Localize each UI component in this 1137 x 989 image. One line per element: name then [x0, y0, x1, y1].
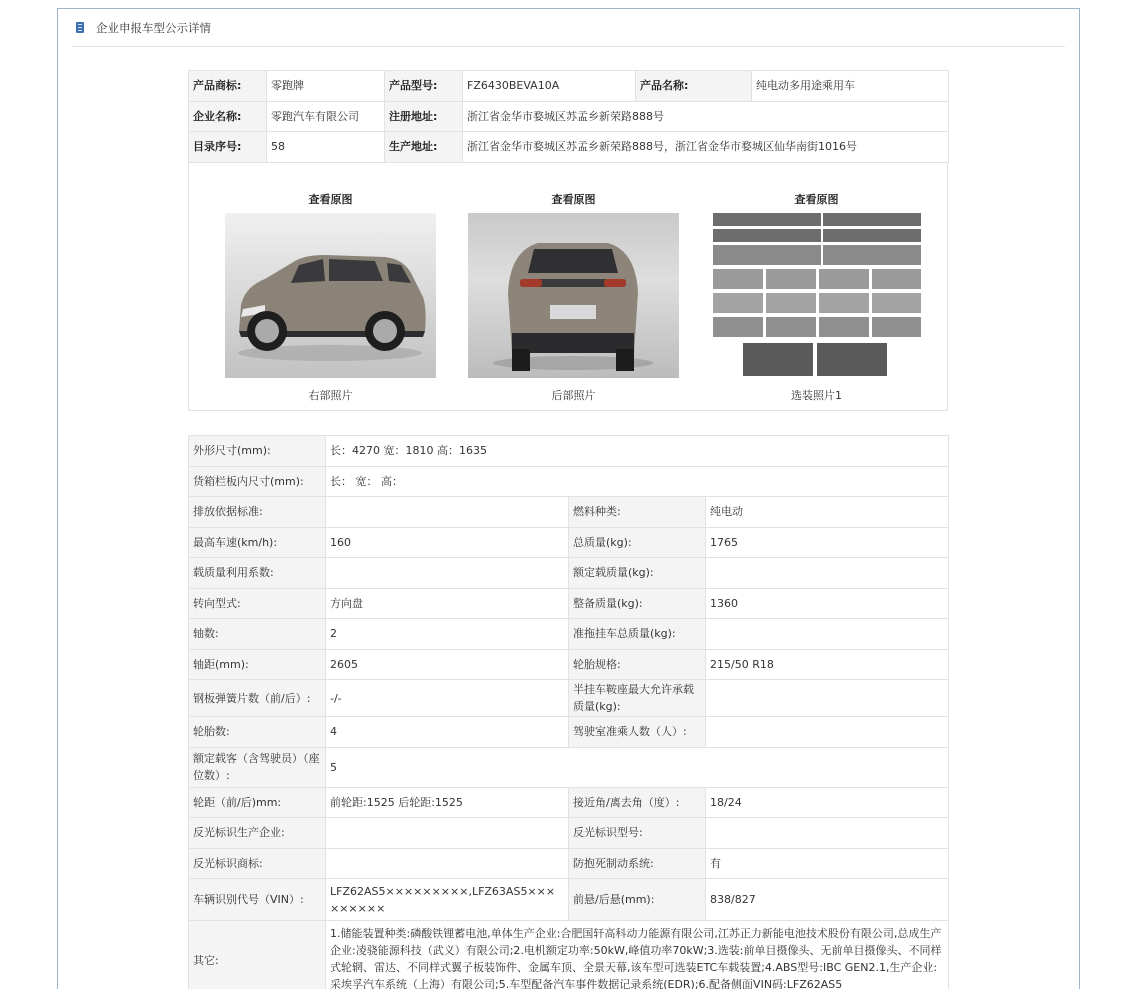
- name-value: 纯电动多用途乘用车: [752, 71, 949, 102]
- total-mass-value: 1765: [706, 527, 949, 558]
- emission-value: [326, 497, 569, 528]
- photo-caption: 右部照片: [308, 389, 353, 402]
- abs-value: 有: [706, 848, 949, 879]
- cab-seats-label: 驾驶室准乘人数（人）:: [569, 717, 706, 748]
- overhang-label: 前悬/后悬(mm):: [569, 879, 706, 921]
- prod-addr-value: 浙江省金华市婺城区苏孟乡新荣路888号，浙江省金华市婺城区仙华南街1016号: [463, 132, 949, 163]
- tires-count-value: 4: [326, 717, 569, 748]
- dimension-value: 长：4270 宽：1810 高：1635: [326, 436, 949, 467]
- photo-rear: [468, 162, 679, 403]
- book-icon: [76, 22, 84, 33]
- seats-label: 额定载客（含驾驶员）（座位数）:: [189, 747, 326, 787]
- spring-label: 钢板弹簧片数（前/后）:: [189, 680, 326, 717]
- reflector-brand-value: [326, 848, 569, 879]
- company-label: 企业名称:: [189, 101, 267, 132]
- table-row: [189, 747, 949, 787]
- vin-value: LFZ62AS5×××××××××,LFZ63AS5×××××××××: [326, 879, 569, 921]
- steer-label: 转向型式:: [189, 588, 326, 619]
- view-original-link[interactable]: 查看原图: [551, 193, 596, 206]
- tire-spec-label: 轮胎规格:: [569, 649, 706, 680]
- emission-label: 排放依据标准:: [189, 497, 326, 528]
- table-row: [189, 921, 949, 989]
- table-row: [189, 466, 949, 497]
- overhang-value: 838/827: [706, 879, 949, 921]
- curb-mass-label: 整备质量(kg):: [569, 588, 706, 619]
- wheelbase-label: 轴距(mm):: [189, 649, 326, 680]
- panel-title: 企业申报车型公示详情: [96, 20, 211, 35]
- view-original-link[interactable]: 查看原图: [308, 193, 353, 206]
- table-row: [189, 649, 949, 680]
- seats-value: 5: [326, 747, 949, 787]
- prod-addr-label: 生产地址:: [385, 132, 463, 163]
- table-row: [189, 879, 949, 921]
- cab-seats-value: [706, 717, 949, 748]
- panel-header: [72, 9, 1065, 47]
- table-row: [189, 101, 949, 132]
- table-row: [189, 818, 949, 849]
- tire-spec-value: 215/50 R18: [706, 649, 949, 680]
- spec-table: [188, 435, 949, 989]
- vin-label: 车辆识别代号（VIN）:: [189, 879, 326, 921]
- view-original-link[interactable]: 查看原图: [794, 193, 839, 206]
- speed-value: 160: [326, 527, 569, 558]
- tires-count-label: 轮胎数:: [189, 717, 326, 748]
- table-row: [189, 558, 949, 589]
- rated-load-value: [706, 558, 949, 589]
- brand-value: 零跑牌: [267, 71, 385, 102]
- table-row: [189, 132, 949, 163]
- photo-gallery: [188, 162, 948, 411]
- model-label: 产品型号:: [385, 71, 463, 102]
- track-label: 轮距（前/后)mm:: [189, 787, 326, 818]
- cargo-label: 货箱栏板内尺寸(mm):: [189, 466, 326, 497]
- table-row: [189, 787, 949, 818]
- axles-value: 2: [326, 619, 569, 650]
- saddle-value: [706, 680, 949, 717]
- reflector-model-value: [706, 818, 949, 849]
- angle-label: 接近角/离去角（度）:: [569, 787, 706, 818]
- model-value: FZ6430BEVA10A: [463, 71, 636, 102]
- abs-label: 防抱死制动系统:: [569, 848, 706, 879]
- basic-info-table: [188, 70, 949, 163]
- reflector-maker-label: 反光标识生产企业:: [189, 818, 326, 849]
- spring-value: -/-: [326, 680, 569, 717]
- trailer-mass-label: 准拖挂车总质量(kg):: [569, 619, 706, 650]
- wheelbase-value: 2605: [326, 649, 569, 680]
- steer-value: 方向盘: [326, 588, 569, 619]
- cargo-value: 长： 宽： 高：: [326, 466, 949, 497]
- table-row: [189, 588, 949, 619]
- photo-caption: 后部照片: [551, 389, 596, 402]
- other-label: 其它:: [189, 921, 326, 989]
- catalog-label: 目录序号:: [189, 132, 267, 163]
- company-value: 零跑汽车有限公司: [267, 101, 385, 132]
- name-label: 产品名称:: [636, 71, 752, 102]
- car-rear-photo[interactable]: [468, 213, 679, 378]
- speed-label: 最高车速(km/h):: [189, 527, 326, 558]
- table-row: [189, 527, 949, 558]
- other-value: 1.储能装置种类:磷酸铁锂蓄电池,单体生产企业:合肥国轩高科动力能源有限公司,江苏正力新能电池技术股份有限公司,总成生产企业:凌骁能源科技（武义）有限公司;2.电机额定功率:50kW,峰值功率70kW;3.选装:前单目摄像头、无前单目摄像头、不同样式轮辋、雷达、不同样式翼子板装饰件、金属车顶、全景天幕,该车型可选装ETC车载装置;4.ABS型号:IBC GEN2.1,生产企业:采埃孚汽车系统（上海）有限公司;5.车型配备汽车事件数据记录系统(EDR);6.配备侧面VIN码:LFZ62AS5: [326, 921, 949, 989]
- table-row: [189, 619, 949, 650]
- table-row: [189, 680, 949, 717]
- axles-label: 轴数:: [189, 619, 326, 650]
- table-row: [189, 497, 949, 528]
- total-mass-label: 总质量(kg):: [569, 527, 706, 558]
- load-util-label: 载质量利用系数:: [189, 558, 326, 589]
- load-util-value: [326, 558, 569, 589]
- reflector-brand-label: 反光标识商标:: [189, 848, 326, 879]
- photo-optional: [711, 162, 922, 403]
- table-row: [189, 717, 949, 748]
- table-row: [189, 71, 949, 102]
- table-row: [189, 848, 949, 879]
- rated-load-label: 额定载质量(kg):: [569, 558, 706, 589]
- optional-parts-photo[interactable]: [711, 213, 922, 378]
- angle-value: 18/24: [706, 787, 949, 818]
- reg-addr-label: 注册地址:: [385, 101, 463, 132]
- photo-right: [225, 162, 436, 403]
- track-value: 前轮距:1525 后轮距:1525: [326, 787, 569, 818]
- reg-addr-value: 浙江省金华市婺城区苏孟乡新荣路888号: [463, 101, 949, 132]
- dimension-label: 外形尺寸(mm):: [189, 436, 326, 467]
- curb-mass-value: 1360: [706, 588, 949, 619]
- fuel-label: 燃料种类:: [569, 497, 706, 528]
- reflector-model-label: 反光标识型号:: [569, 818, 706, 849]
- car-side-photo[interactable]: [225, 213, 436, 378]
- photo-caption: 选装照片1: [791, 389, 842, 402]
- saddle-label: 半挂车鞍座最大允许承载质量(kg):: [569, 680, 706, 717]
- trailer-mass-value: [706, 619, 949, 650]
- brand-label: 产品商标:: [189, 71, 267, 102]
- catalog-value: 58: [267, 132, 385, 163]
- table-row: [189, 436, 949, 467]
- fuel-value: 纯电动: [706, 497, 949, 528]
- reflector-maker-value: [326, 818, 569, 849]
